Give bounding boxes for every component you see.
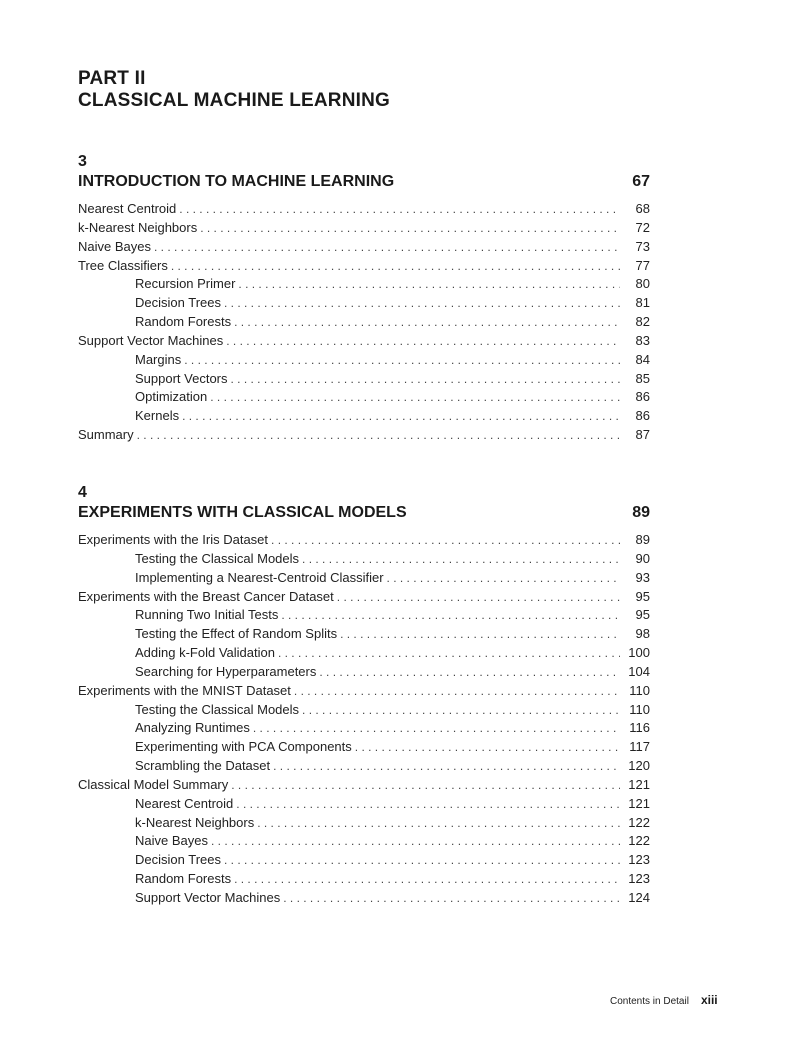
dot-leader — [234, 313, 620, 332]
toc-subsection-entry[interactable] — [78, 313, 650, 332]
entry-title: Implementing a Nearest-Centroid Classifier — [135, 569, 384, 585]
entry-page-number: 81 — [635, 295, 650, 311]
dot-leader — [355, 738, 620, 757]
dot-leader — [257, 814, 620, 833]
toc-entry-list — [78, 531, 650, 908]
entry-title: k-Nearest Neighbors — [78, 219, 198, 235]
toc-section-entry[interactable] — [78, 257, 650, 276]
footer-label: Contents in Detail — [610, 996, 689, 1007]
toc-subsection-entry[interactable] — [78, 625, 650, 644]
toc-subsection-entry[interactable] — [78, 889, 650, 908]
entry-title: Testing the Classical Models — [135, 701, 300, 717]
entry-page-number: 100 — [628, 645, 650, 661]
part-label: PART II — [78, 68, 146, 89]
dot-leader — [182, 407, 620, 426]
toc-subsection-entry[interactable] — [78, 388, 650, 407]
entry-page-number: 121 — [628, 795, 650, 811]
dot-leader — [231, 370, 621, 389]
footer-page-number: xiii — [700, 993, 718, 1007]
toc-subsection-entry[interactable] — [78, 644, 650, 663]
dot-leader — [302, 550, 620, 569]
entry-title: Experiments with the Breast Cancer Dataset — [78, 588, 334, 604]
toc-subsection-entry[interactable] — [78, 275, 650, 294]
dot-leader — [224, 851, 620, 870]
toc-subsection-entry[interactable] — [78, 738, 650, 757]
entry-title: Margins — [135, 351, 182, 367]
entry-title: Nearest Centroid — [78, 201, 177, 216]
chapter-number: 4 — [78, 483, 87, 501]
entry-title: Classical Model Summary — [78, 776, 229, 792]
entry-title: Random Forests — [135, 871, 232, 887]
dot-leader — [319, 663, 620, 682]
entry-page-number: 85 — [635, 370, 650, 386]
entry-title: Tree Classifiers — [78, 257, 168, 273]
dot-leader — [200, 219, 620, 238]
dot-leader — [224, 294, 620, 313]
entry-title: Decision Trees — [135, 295, 221, 311]
dot-leader — [171, 257, 620, 276]
entry-title: Recursion Primer — [135, 276, 236, 292]
toc-subsection-entry[interactable] — [78, 851, 650, 870]
dot-leader — [137, 426, 620, 445]
dot-leader — [337, 588, 620, 607]
chapter-heading[interactable] — [78, 503, 650, 523]
toc-subsection-entry[interactable] — [78, 351, 650, 370]
entry-page-number: 110 — [629, 701, 650, 717]
entry-title: Optimization — [135, 389, 208, 405]
dot-leader — [210, 388, 620, 407]
entry-title: Experiments with the Iris Dataset — [78, 531, 269, 547]
entry-title: Kernels — [135, 408, 180, 424]
entry-page-number: 83 — [635, 332, 650, 348]
entry-title: Experimenting with PCA Components — [135, 739, 352, 755]
toc-subsection-entry[interactable] — [78, 370, 650, 389]
entry-page-number: 122 — [628, 833, 650, 849]
dot-leader — [283, 889, 620, 908]
dot-leader — [234, 870, 620, 889]
dot-leader — [253, 719, 620, 738]
toc-section-entry[interactable] — [78, 219, 650, 238]
entry-page-number: 123 — [628, 871, 650, 887]
entry-page-number: 117 — [629, 739, 650, 755]
toc-section-entry[interactable] — [78, 200, 650, 219]
entry-page-number: 122 — [628, 814, 650, 830]
toc-subsection-entry[interactable] — [78, 795, 650, 814]
entry-title: Naive Bayes — [78, 238, 151, 254]
dot-leader — [273, 757, 620, 776]
entry-title: Scrambling the Dataset — [135, 758, 271, 774]
toc-section-entry[interactable] — [78, 588, 650, 607]
toc-subsection-entry[interactable] — [78, 719, 650, 738]
toc-section-entry[interactable] — [78, 682, 650, 701]
chapter-number: 3 — [78, 153, 87, 170]
entry-title: Experiments with the MNIST Dataset — [78, 682, 291, 698]
toc-page — [78, 68, 650, 908]
entry-page-number: 120 — [628, 758, 650, 774]
dot-leader — [154, 238, 620, 257]
entry-page-number: 95 — [635, 607, 650, 623]
entry-title: Searching for Hyperparameters — [135, 663, 317, 679]
chapter-title: INTRODUCTION TO MACHINE LEARNING — [78, 173, 395, 190]
entry-title: Summary — [78, 427, 134, 443]
toc-subsection-entry[interactable] — [78, 701, 650, 720]
toc-section-entry[interactable] — [78, 776, 650, 795]
entry-page-number: 90 — [635, 550, 650, 566]
entry-title: Support Vectors — [135, 370, 228, 386]
entry-page-number: 110 — [629, 682, 650, 698]
dot-leader — [281, 606, 620, 625]
entry-title: Testing the Classical Models — [135, 550, 300, 566]
toc-section-entry[interactable] — [78, 531, 650, 550]
dot-leader — [294, 682, 620, 701]
entry-page-number: 72 — [635, 219, 650, 235]
entry-page-number: 93 — [635, 569, 650, 585]
entry-page-number: 84 — [635, 351, 650, 367]
toc-subsection-entry[interactable] — [78, 832, 650, 851]
entry-page-number: 68 — [635, 201, 650, 216]
toc-subsection-entry[interactable] — [78, 294, 650, 313]
entry-page-number: 98 — [635, 626, 650, 642]
toc-entry-list — [78, 200, 650, 445]
toc-subsection-entry[interactable] — [78, 569, 650, 588]
toc-subsection-entry[interactable] — [78, 870, 650, 889]
dot-leader — [302, 701, 620, 720]
chapter-section — [78, 483, 650, 908]
toc-subsection-entry[interactable] — [78, 606, 650, 625]
entry-title: Decision Trees — [135, 852, 221, 868]
toc-subsection-entry[interactable] — [78, 407, 650, 426]
dot-leader — [184, 351, 620, 370]
dot-leader — [238, 275, 620, 294]
entry-page-number: 121 — [628, 776, 650, 792]
entry-title: k-Nearest Neighbors — [135, 814, 255, 830]
toc-subsection-entry[interactable] — [78, 663, 650, 682]
entry-title: Analyzing Runtimes — [135, 720, 250, 736]
entry-title: Support Vector Machines — [78, 332, 224, 348]
entry-title: Running Two Initial Tests — [135, 607, 279, 623]
entry-title: Support Vector Machines — [135, 890, 281, 905]
entry-page-number: 116 — [629, 720, 650, 736]
entry-page-number: 89 — [635, 531, 650, 547]
entry-page-number: 86 — [635, 408, 650, 424]
dot-leader — [340, 625, 620, 644]
entry-page-number: 80 — [635, 276, 650, 292]
entry-page-number: 87 — [635, 427, 650, 443]
toc-section-entry[interactable] — [78, 238, 650, 257]
chapter-list — [78, 152, 650, 908]
dot-leader — [211, 832, 620, 851]
page-footer — [610, 993, 718, 1007]
entry-page-number: 123 — [628, 852, 650, 868]
chapter-page-number: 89 — [632, 503, 650, 521]
entry-title: Random Forests — [135, 314, 232, 330]
chapter-heading[interactable] — [78, 172, 650, 192]
dot-leader — [179, 200, 620, 219]
entry-page-number: 95 — [635, 588, 650, 604]
dot-leader — [226, 332, 620, 351]
chapter-page-number: 67 — [632, 173, 650, 190]
entry-page-number: 104 — [628, 663, 650, 679]
dot-leader — [236, 795, 620, 814]
dot-leader — [387, 569, 620, 588]
toc-subsection-entry[interactable] — [78, 814, 650, 833]
entry-page-number: 124 — [628, 890, 650, 905]
entry-page-number: 82 — [635, 314, 650, 330]
entry-title: Adding k-Fold Validation — [135, 645, 275, 661]
entry-title: Testing the Effect of Random Splits — [135, 626, 338, 642]
toc-subsection-entry[interactable] — [78, 757, 650, 776]
dot-leader — [231, 776, 620, 795]
dot-leader — [278, 644, 620, 663]
part-title: CLASSICAL MACHINE LEARNING — [78, 90, 391, 111]
dot-leader — [271, 531, 620, 550]
entry-page-number: 77 — [635, 257, 650, 273]
toc-section-entry[interactable] — [78, 332, 650, 351]
entry-title: Naive Bayes — [135, 833, 208, 849]
chapter-title: EXPERIMENTS WITH CLASSICAL MODELS — [78, 503, 407, 521]
chapter-section — [78, 152, 650, 445]
entry-page-number: 86 — [635, 389, 650, 405]
entry-title: Nearest Centroid — [135, 795, 234, 811]
entry-page-number: 73 — [635, 238, 650, 254]
toc-subsection-entry[interactable] — [78, 550, 650, 569]
toc-section-entry[interactable] — [78, 426, 650, 445]
